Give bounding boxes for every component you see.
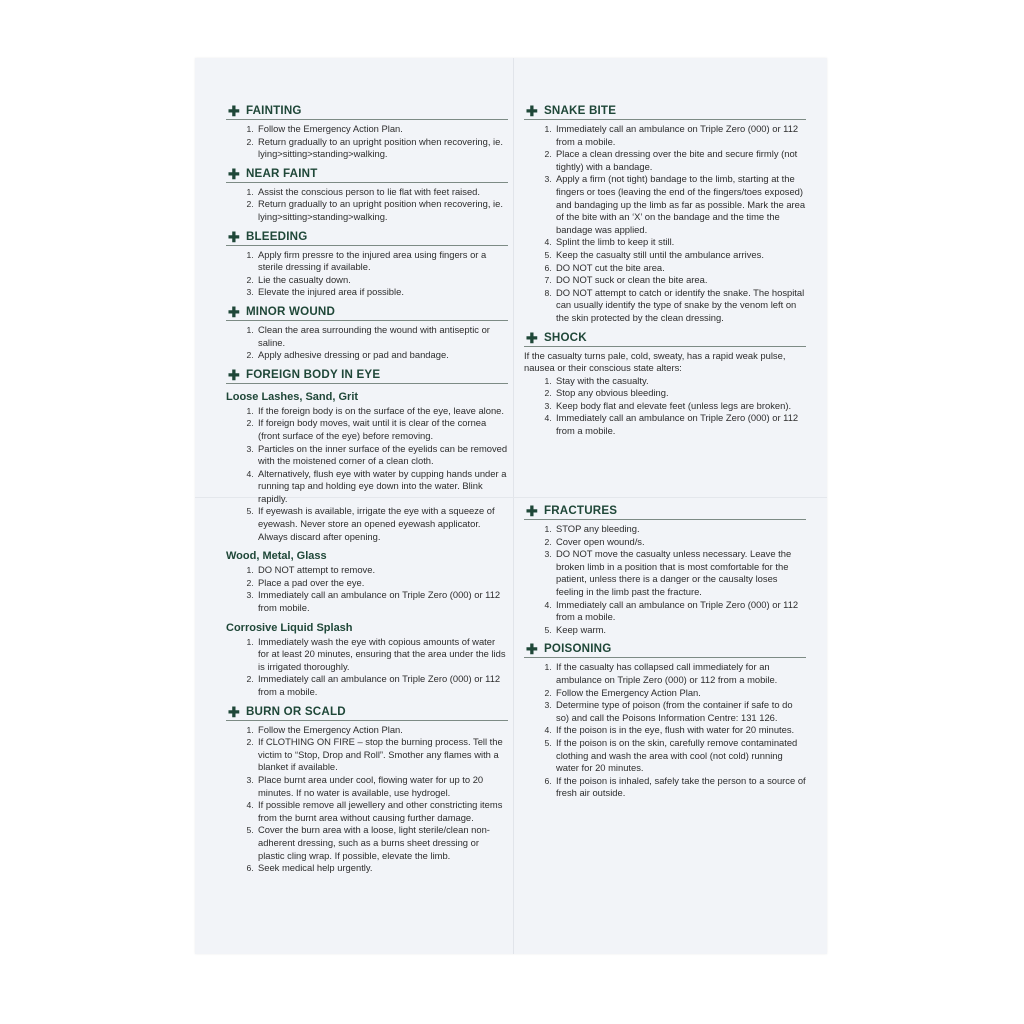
shock-title: SHOCK <box>543 330 587 344</box>
minor-wound-heading <box>226 305 508 321</box>
list-item: 2. Follow the Emergency Action Plan. <box>554 687 806 700</box>
burn-steps <box>226 724 508 875</box>
minor-wound-title: MINOR WOUND <box>245 304 336 318</box>
left-column <box>226 104 508 875</box>
fainting-heading <box>226 104 508 120</box>
plus-icon: ✚ <box>526 641 538 658</box>
list-item: 1. Immediately call an ambulance on Triple Zero (000) or 112 from a mobile. <box>554 123 806 148</box>
vertical-fold-line <box>513 58 514 954</box>
fainting-steps <box>226 123 508 161</box>
wood-metal-glass-subheading: Wood, Metal, Glass <box>226 550 327 563</box>
fainting-title: FAINTING <box>245 104 302 117</box>
list-item: 3. Determine type of poison (from the container if safe to do so) and call the Poisons Information Centre: 131 126. <box>554 699 806 724</box>
list-item: 1. Follow the Emergency Action Plan. <box>256 123 508 136</box>
corrosive-splash-subheading: Corrosive Liquid Splash <box>226 621 353 634</box>
list-item: 7. DO NOT suck or clean the bite area. <box>554 274 806 287</box>
list-item: 1. DO NOT attempt to remove. <box>256 564 508 577</box>
list-item: 3. Immediately call an ambulance on Triple Zero (000) or 112 from mobile. <box>256 589 508 614</box>
plus-icon: ✚ <box>526 503 538 519</box>
list-item: 2. If CLOTHING ON FIRE – stop the burning process. Tell the victim to “Stop, Drop and Roll”. Smother any flames with a blanket if available. <box>256 736 508 774</box>
list-item: 3. Elevate the injured area if possible. <box>256 286 508 299</box>
list-item: 2. Apply adhesive dressing or pad and bandage. <box>256 349 508 362</box>
right-column-top <box>524 104 806 438</box>
minor-wound-steps <box>226 324 508 362</box>
list-item: 4. If possible remove all jewellery and other constricting items from the burnt area without causing further damage. <box>256 799 508 824</box>
poisoning-heading <box>524 642 806 658</box>
snake-bite-steps <box>524 123 806 325</box>
wood-metal-glass-steps <box>226 564 508 614</box>
list-item: 2. Cover open wound/s. <box>554 536 806 549</box>
list-item: 4. Alternatively, flush eye with water by cupping hands under a running tap and holding eye down into the water. Blink rapidly. <box>256 468 508 506</box>
near-faint-title: NEAR FAINT <box>245 166 318 180</box>
burn-heading <box>226 705 508 721</box>
corrosive-splash-steps <box>226 636 508 699</box>
list-item: 1. Clean the area surrounding the wound with antiseptic or saline. <box>256 324 508 349</box>
list-item: 1. Stay with the casualty. <box>554 375 806 388</box>
list-item: 2. Stop any obvious bleeding. <box>554 387 806 400</box>
list-item: 2. Lie the casualty down. <box>256 274 508 287</box>
list-item: 2. Immediately call an ambulance on Triple Zero (000) or 112 from a mobile. <box>256 673 508 698</box>
list-item: 4. Immediately call an ambulance on Triple Zero (000) or 112 from a mobile. <box>554 599 806 624</box>
shock-heading <box>524 331 806 347</box>
list-item: 1. If the foreign body is on the surface of the eye, leave alone. <box>256 405 508 418</box>
plus-icon: ✚ <box>228 228 240 245</box>
fractures-steps <box>524 523 806 636</box>
snake-bite-heading <box>524 104 806 120</box>
bleeding-heading <box>226 230 508 246</box>
snake-bite-title: SNAKE BITE <box>543 104 617 117</box>
bleeding-title: BLEEDING <box>245 229 308 243</box>
list-item: 2. If foreign body moves, wait until it is clear of the cornea (front surface of the eye) before removing. <box>256 417 508 442</box>
list-item: 4. Splint the limb to keep it still. <box>554 236 806 249</box>
foreign-body-title: FOREIGN BODY IN EYE <box>245 367 381 381</box>
right-column-bottom <box>524 504 806 800</box>
list-item: 3. Place burnt area under cool, flowing water for up to 20 minutes. If no water is available, use hydrogel. <box>256 774 508 799</box>
plus-icon: ✚ <box>228 703 240 720</box>
near-faint-steps <box>226 186 508 224</box>
burn-title: BURN OR SCALD <box>245 704 346 718</box>
list-item: 1. Assist the conscious person to lie flat with feet raised. <box>256 186 508 199</box>
plus-icon: ✚ <box>228 366 240 383</box>
bleeding-steps <box>226 249 508 299</box>
plus-icon: ✚ <box>228 303 240 320</box>
list-item: 1. STOP any bleeding. <box>554 523 806 536</box>
list-item: 1. Follow the Emergency Action Plan. <box>256 724 508 737</box>
plus-icon: ✚ <box>526 103 538 119</box>
list-item: 3. Apply a firm (not tight) bandage to the limb, starting at the fingers or toes (leaving the end of the fingers/toes exposed) and bandaging up the limb as far as possible. Mark the area of the bite with an ‘X’ on the bandage and the time the bandage was applied. <box>554 173 806 236</box>
list-item: 3. Keep body flat and elevate feet (unless legs are broken). <box>554 400 806 413</box>
plus-icon: ✚ <box>526 329 538 346</box>
poisoning-title: POISONING <box>543 642 612 656</box>
list-item: 5. Cover the burn area with a loose, light sterile/clean non-adherent dressing, such as a burns sheet dressing or plastic cling wrap. If possible, elevate the limb. <box>256 824 508 862</box>
list-item: 3. Particles on the inner surface of the eyelids can be removed with the moistened corner of a clean cloth. <box>256 443 508 468</box>
plus-icon: ✚ <box>228 103 240 119</box>
list-item: 6. Seek medical help urgently. <box>256 862 508 875</box>
list-item: 4. If the poison is in the eye, flush with water for 20 minutes. <box>554 724 806 737</box>
list-item: 5. Keep warm. <box>554 624 806 637</box>
shock-intro: If the casualty turns pale, cold, sweaty, has a rapid weak pulse, nausea or their conscious state alters: <box>524 349 786 374</box>
list-item: 3. DO NOT move the casualty unless necessary. Leave the broken limb in a position that is most comfortable for the patient, unless there is a danger or the causalty loses feeling in the limb past the fracture. <box>554 548 806 598</box>
list-item: 4. Immediately call an ambulance on Triple Zero (000) or 112 from a mobile. <box>554 412 806 437</box>
loose-lashes-subheading: Loose Lashes, Sand, Grit <box>226 390 359 403</box>
foreign-body-heading <box>226 368 508 384</box>
list-item: 5. If eyewash is available, irrigate the eye with a squeeze of eyewash. Never store an opened eyewash applicator. Always discard after opening. <box>256 505 508 543</box>
list-item: 1. Immediately wash the eye with copious amounts of water for at least 20 minutes, ensuring that the area under the lids is irrigated thoroughly. <box>256 636 508 674</box>
shock-steps <box>524 375 806 438</box>
poisoning-steps <box>524 661 806 800</box>
list-item: 6. DO NOT cut the bite area. <box>554 262 806 275</box>
list-item: 2. Return gradually to an upright position when recovering, ie. lying>sitting>standing>walking. <box>256 198 508 223</box>
list-item: 2. Return gradually to an upright position when recovering, ie. lying>sitting>standing>walking. <box>256 136 508 161</box>
list-item: 1. If the casualty has collapsed call immediately for an ambulance on Triple Zero (000) or 112 from a mobile. <box>554 661 806 686</box>
loose-lashes-steps <box>226 405 508 544</box>
list-item: 8. DO NOT attempt to catch or identify the snake. The hospital can usually identify the type of snake by the venom left on the skin protected by the clean dressing. <box>554 287 806 325</box>
fractures-heading <box>524 504 806 520</box>
near-faint-heading <box>226 167 508 183</box>
list-item: 5. Keep the casualty still until the ambulance arrives. <box>554 249 806 262</box>
list-item: 2. Place a pad over the eye. <box>256 577 508 590</box>
list-item: 5. If the poison is on the skin, carefully remove contaminated clothing and wash the area with cool (not cold) running water for 20 minutes. <box>554 737 806 775</box>
list-item: 1. Apply firm pressre to the injured area using fingers or a sterile dressing if available. <box>256 249 508 274</box>
list-item: 2. Place a clean dressing over the bite and secure firmly (not tightly) with a bandage. <box>554 148 806 173</box>
fractures-title: FRACTURES <box>543 504 618 517</box>
list-item: 6. If the poison is inhaled, safely take the person to a source of fresh air outside. <box>554 775 806 800</box>
plus-icon: ✚ <box>228 165 240 182</box>
